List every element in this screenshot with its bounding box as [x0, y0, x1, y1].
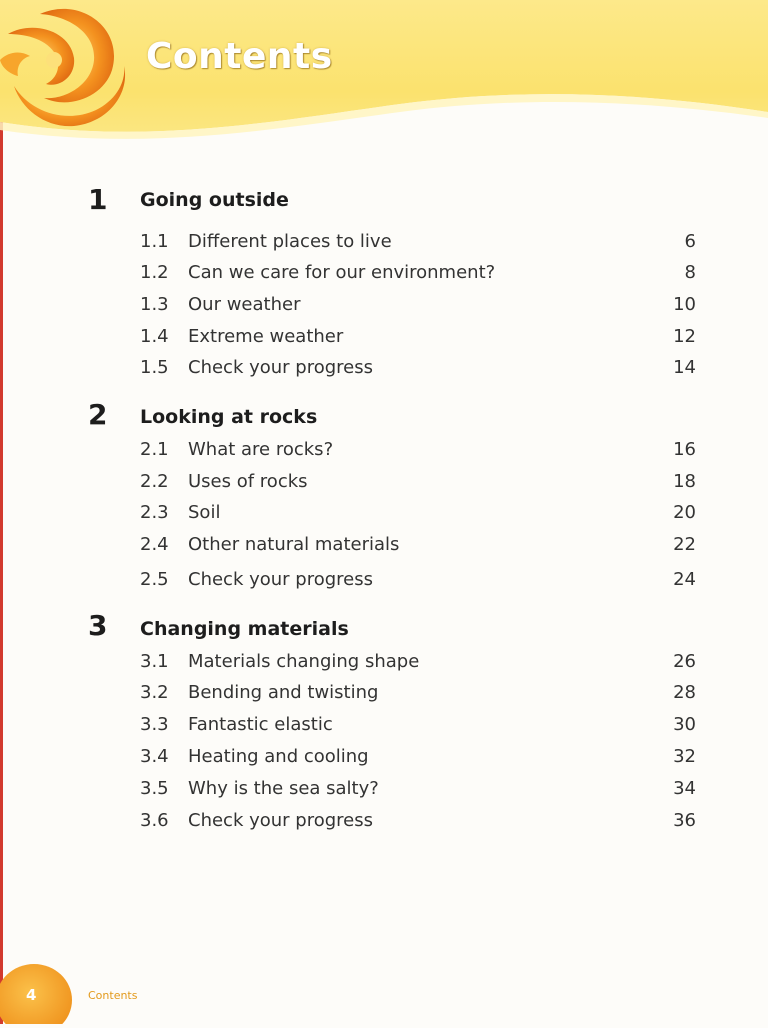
toc-entry[interactable]: [140, 356, 696, 380]
entry-page-number: 12: [673, 326, 696, 347]
unit-title: Changing materials: [140, 618, 349, 640]
toc-entry[interactable]: [140, 293, 696, 317]
entry-page-number: 26: [673, 651, 696, 672]
entry-page-number: 36: [673, 810, 696, 831]
entry-label: What are rocks?: [188, 439, 334, 460]
entry-label: Heating and cooling: [188, 746, 369, 767]
toc-entry[interactable]: [140, 325, 696, 349]
entry-page-number: 10: [673, 294, 696, 315]
entry-label: Materials changing shape: [188, 651, 420, 672]
entry-label: Check your progress: [188, 569, 373, 590]
entry-label: Can we care for our environment?: [188, 262, 496, 283]
entry-page-number: 32: [673, 746, 696, 767]
entry-number: 2.2: [140, 471, 169, 492]
entry-number: 3.4: [140, 746, 169, 767]
toc-entry[interactable]: [140, 713, 696, 737]
entry-page-number: 18: [673, 471, 696, 492]
entry-number: 2.4: [140, 534, 169, 555]
toc-entry[interactable]: [140, 438, 696, 462]
toc-entry[interactable]: [140, 470, 696, 494]
entry-page-number: 22: [673, 534, 696, 555]
entry-number: 3.2: [140, 682, 169, 703]
entry-number: 3.6: [140, 810, 169, 831]
page-edge-strip: [0, 0, 3, 1024]
toc-entry[interactable]: [140, 230, 696, 254]
entry-number: 1.1: [140, 231, 169, 252]
entry-label: Why is the sea salty?: [188, 778, 379, 799]
toc-entry[interactable]: [140, 501, 696, 525]
entry-label: Our weather: [188, 294, 301, 315]
toc-entry[interactable]: [140, 777, 696, 801]
entry-number: 1.3: [140, 294, 169, 315]
entry-label: Other natural materials: [188, 534, 400, 555]
entry-page-number: 24: [673, 569, 696, 590]
toc-entry[interactable]: [140, 809, 696, 833]
entry-page-number: 16: [673, 439, 696, 460]
entry-label: Soil: [188, 502, 221, 523]
entry-label: Bending and twisting: [188, 682, 379, 703]
entry-number: 3.3: [140, 714, 169, 735]
entry-label: Fantastic elastic: [188, 714, 333, 735]
swirl-logo-icon: [0, 0, 140, 130]
toc-entry[interactable]: [140, 745, 696, 769]
entry-label: Uses of rocks: [188, 471, 308, 492]
unit-number: 1: [88, 183, 108, 216]
footer-section-label: Contents: [88, 989, 138, 1002]
entry-number: 1.5: [140, 357, 169, 378]
page-title: Contents: [146, 36, 333, 77]
entry-page-number: 34: [673, 778, 696, 799]
entry-page-number: 20: [673, 502, 696, 523]
entry-number: 3.1: [140, 651, 169, 672]
entry-page-number: 14: [673, 357, 696, 378]
entry-page-number: 30: [673, 714, 696, 735]
entry-label: Different places to live: [188, 231, 392, 252]
entry-number: 1.2: [140, 262, 169, 283]
entry-number: 3.5: [140, 778, 169, 799]
unit-title: Looking at rocks: [140, 406, 318, 428]
entry-label: Extreme weather: [188, 326, 344, 347]
entry-number: 2.5: [140, 569, 169, 590]
toc-entry[interactable]: [140, 568, 696, 592]
entry-label: Check your progress: [188, 357, 373, 378]
footer-page-number: 4: [26, 986, 37, 1004]
unit-title: Going outside: [140, 189, 289, 211]
toc-entry[interactable]: [140, 681, 696, 705]
unit-number: 2: [88, 398, 108, 431]
toc-entry[interactable]: [140, 533, 696, 557]
entry-number: 2.3: [140, 502, 169, 523]
entry-number: 2.1: [140, 439, 169, 460]
entry-page-number: 28: [673, 682, 696, 703]
toc-entry[interactable]: [140, 261, 696, 285]
entry-page-number: 6: [684, 231, 696, 252]
toc-entry[interactable]: [140, 650, 696, 674]
entry-label: Check your progress: [188, 810, 373, 831]
entry-page-number: 8: [684, 262, 696, 283]
entry-number: 1.4: [140, 326, 169, 347]
unit-number: 3: [88, 609, 108, 642]
